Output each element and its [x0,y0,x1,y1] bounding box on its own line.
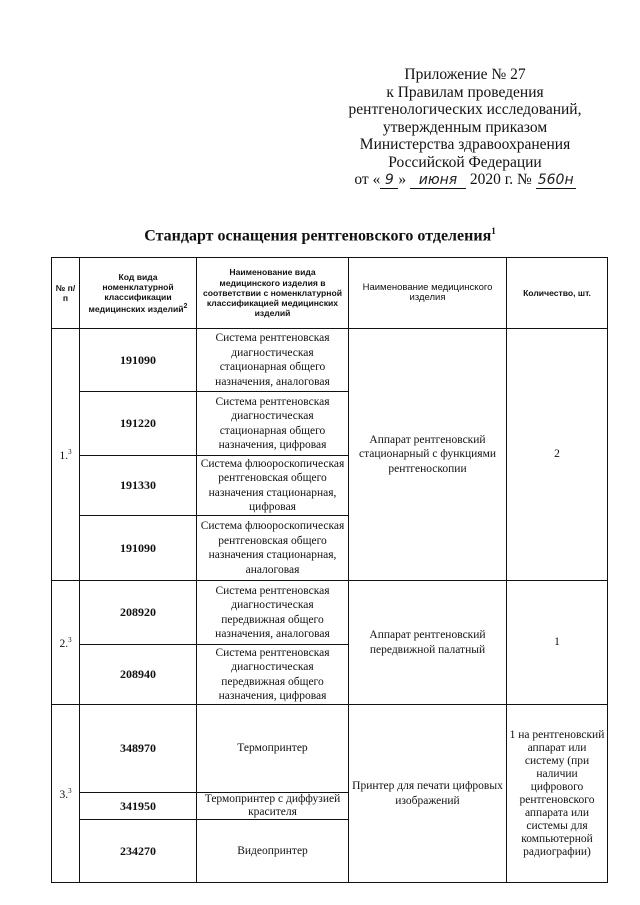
header-kind-name: Наименование вида медицинского изделия в соответствии с номенклатурной классификацией медицинских изделий [197,258,349,329]
appendix-line-3: рентгенологических исследований, [348,101,582,118]
group-num-cell [52,705,80,883]
equipment-table [51,257,608,883]
kind-code: 191220 [80,392,197,456]
kind-name: Термопринтер с диффузией красителя [197,793,349,820]
kind-name: Система рентгеновская диагностическая передвижная общего назначения, цифровая [197,645,349,705]
device-name: Принтер для печати цифровых изображений [349,705,507,883]
kind-code: 208920 [80,581,197,645]
kind-name: Система флюороскопическая рентгеновская общего назначения стационарная, аналоговая [197,516,349,581]
group-num: 2. [59,638,69,651]
table-header-row [52,258,608,329]
appendix-line-4: утвержденным приказом [382,118,548,136]
group-num-note: 3 [68,787,72,796]
kind-name: Система рентгеновская диагностическая стационарная общего назначения, цифровая [197,392,349,456]
kind-code: 208940 [80,645,197,705]
group-num: 1. [59,450,69,463]
document-title-text: Стандарт оснащения рентгеновского отделения [144,227,492,245]
header-quantity: Количество, шт. [507,258,608,329]
handwritten-order-number: 560н [537,172,574,188]
group-num-note: 3 [68,636,72,645]
table-row [52,329,608,392]
appendix-line-2: к Правилам проведения [386,83,544,101]
kind-code: 191090 [80,516,197,581]
quantity: 1 на рентгеновский аппарат или систему (при наличии цифрового рентгеновского аппарата или системы для компьютерной радиографии) [507,705,608,883]
group-num-cell [52,581,80,705]
group-num-cell [52,329,80,581]
appendix-line-6: Российской Федерации [388,153,542,171]
kind-name: Система флюороскопическая рентгеновская общего назначения стационарная, цифровая [197,456,349,516]
kind-name: Система рентгеновская диагностическая передвижная общего назначения, аналоговая [197,581,349,645]
group-num-note: 3 [68,448,72,457]
header-code-note: 2 [183,303,188,311]
kind-name: Видеопринтер [197,820,349,883]
header-code-text: Код вида номенклатурной классификации медицинских изделий [88,271,184,315]
kind-code: 348970 [80,705,197,793]
device-name: Аппарат рентгеновский стационарный с функциями рентгеноскопии [349,329,507,581]
group-num: 3. [59,789,69,802]
date-prefix: от « [354,171,381,188]
date-mid: » [398,171,407,188]
title-footnote-mark: 1 [491,226,496,236]
kind-name: Термопринтер [197,705,349,793]
order-date-line [330,171,600,189]
kind-code: 234270 [80,820,197,883]
appendix-line-5: Министерства здравоохранения [359,136,571,153]
kind-name: Система рентгеновская диагностическая стационарная общего назначения, аналоговая [197,329,349,392]
device-name: Аппарат рентгеновский передвижной палатный [349,581,507,705]
table-row [52,581,608,645]
kind-code: 191330 [80,456,197,516]
header-num: № п/п [52,258,80,329]
handwritten-month: июня [410,173,466,189]
table-row [52,705,608,793]
handwritten-day: 9 [380,173,398,189]
kind-code: 341950 [80,793,197,820]
appendix-block [330,66,600,189]
date-year: 2020 г. № [469,171,532,188]
document-title [0,226,640,245]
header-code [80,258,197,329]
quantity: 2 [507,329,608,581]
quantity: 1 [507,581,608,705]
header-device-name: Наименование медицинского изделия [349,258,507,329]
appendix-line-1: Приложение № 27 [404,66,526,83]
kind-code: 191090 [80,329,197,392]
